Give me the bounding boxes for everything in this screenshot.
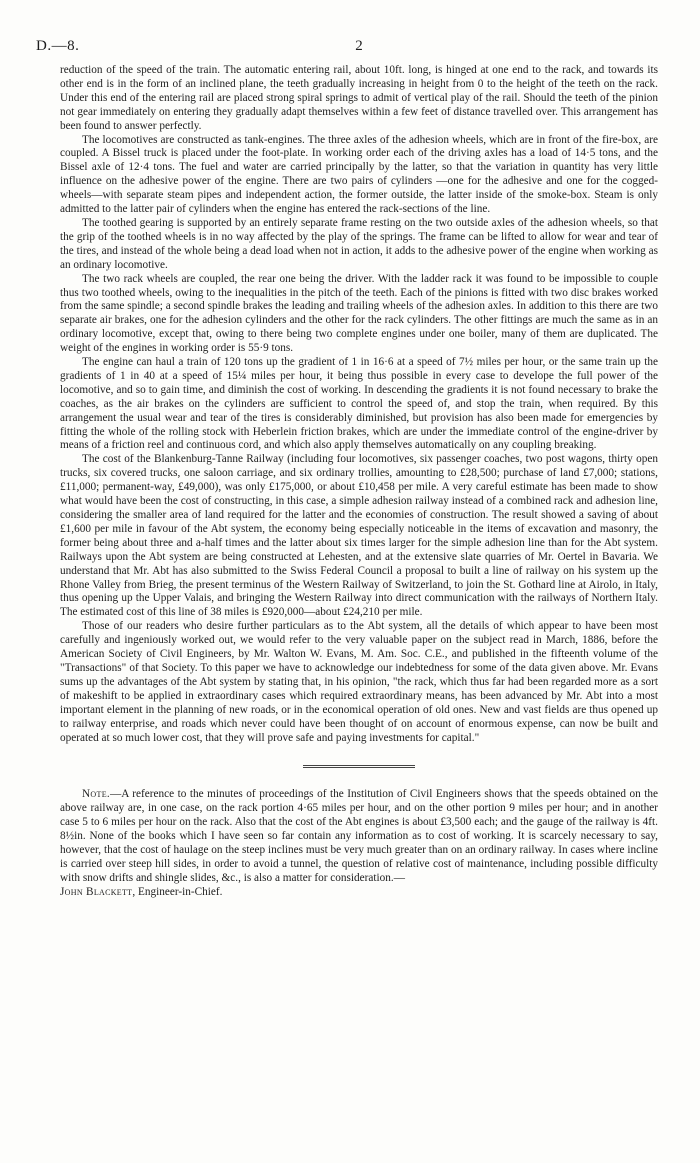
- paragraph-locomotives: The locomotives are constructed as tank-engines. The three axles of the adhesion wheels, which are in front of the fire-box, are coupled. A Bissel truck is placed under the foot-plate. In working order each of the driving axles has a load of 14·5 tons, and the Bissel axle of 12·4 tons. The fuel and water are carried principally by the latter, so that the variation in quantity has very little influence on the adhesive power of the engine. There are two pairs of cylinders —one for the adhesive and one for the cogged-wheels—with separate steam pipes and independent action, the former outside, the latter inside of the smoke-box. Steam is only admitted to the latter pair of cylinders when the engine has entered the rack-sections of the line.: [60, 133, 658, 216]
- page-header: [36, 38, 658, 64]
- paragraph-further-particulars: Those of our readers who desire further particulars as to the Abt system, all the details of which appear to have been most carefully and ingeniously worked out, we would refer to the very valuable paper on the subject read in March, 1886, before the American Society of Civil Engineers, by Mr. Walton W. Evans, M. Am. Soc. C.E., and published in the fifteenth volume of the "Transactions" of that Society. To this paper we have to acknowledge our indebtedness for some of the data given above. Mr. Evans sums up the advantages of the Abt system by stating that, in his opinion, "the rack, which thus far had been regarded more as a sort of makeshift to be applied in extraordinary cases which required extraordinary means, has been advanced by Mr. Abt into a most important element in the planning of new roads, or in the economical operation of old ones. New and vast fields are thus opened up to railway enterprise, and roads which never could have been thought of on account of enormous expense, can now be built and operated at so much lower cost, that they will prove safe and paying investments for capital.": [60, 620, 658, 744]
- note-paragraph: [60, 788, 658, 885]
- paragraph-engine-haul: The engine can haul a train of 120 tons up the gradient of 1 in 16·6 at a speed of 7½ miles per hour, or the same train up the gradients of 1 in 40 at a speed of 15¼ miles per hour, it being thus possible in every case to develope the full power of the locomotive, and so to gain time, and diminish the cost of working. In descending the gradients it is not found necessary to brake the coaches, as the air brakes on the cylinders are sufficient to control the speed of, and stop the train, when required. By this arrangement the usual wear and tear of the tires is considerably diminished, but provision has also been made for emergencies by fitting the whole of the rolling stock with Heberlein friction brakes, which are under the immediate control of the engine-driver by means of a friction reel and continuous cord, and which also apply themselves automatically on any coupling breaking.: [60, 356, 658, 452]
- paragraph-continuation: reduction of the speed of the train. The automatic entering rail, about 10ft. long, is hinged at one end to the rack, and towards its other end is in the form of an inclined plane, the teeth gradually increasing in height from 0 to the height of the teeth on the rack. Under this end of the entering rail are placed strong spiral springs to admit of vertical play of the rail. Should the teeth of the pinion not gear immediately on entering they gradually adapt themselves within a few feet of distance travelled over. This arrangement has been found to answer perfectly.: [60, 64, 658, 132]
- paragraph-rack-wheels: The two rack wheels are coupled, the rear one being the driver. With the ladder rack it was found to be impossible to couple thus two toothed wheels, owing to the inequalities in the pitch of the teeth. Each of the pinions is fitted with two disc brakes worked from the same spindle; a second spindle brakes the leading and trailing wheels of the adhesion axles. In addition to this there are two separate air brakes, one for the adhesion cylinders and the other for the rack cylinders. The other fittings are much the same as in an ordinary locomotive, except that, owing to there being two complete engines under one boiler, many of them are duplicated. The weight of the engines in working order is 55·9 tons.: [60, 272, 658, 355]
- signature-title: , Engineer-in-Chief.: [132, 885, 223, 898]
- document-reference: D.—8.: [36, 38, 80, 54]
- editor-note: [60, 788, 658, 899]
- note-signature: [60, 886, 658, 900]
- paragraph-cost: The cost of the Blankenburg-Tanne Railway (including four locomotives, six passenger coaches, two post wagons, thirty open trucks, six covered trucks, one saloon carriage, and six ordinary trollies, amounting to £28,500; purchase of land £7,000; stations, £11,000; permanent-way, £49,000), was only £175,000, or about £10,458 per mile. A very careful estimate has been made to show what would have been the cost of constructing, in this case, a simple adhesion railway instead of a combined rack and adhesion line, considering the smaller area of land required for the latter and the economies of construction. The result showed a saving of about £1,600 per mile in favour of the Abt system, the economy being especially noticeable in the items of excavation and masonry, the former being about three and a-half times and the latter about six times larger for the simple adhesion line than for the Abt system. Railways upon the Abt system are being constructed at Lehesten, and at the extensive slate quarries of Mr. Oertel in Bavaria. We understand that Mr. Abt has also submitted to the Swiss Federal Council a proposal to built a line of railway on his system up the Rhone Valley from Brieg, the present terminus of the Western Railway of Switzerland, to join the St. Gothard line at Airolo, in Italy, thus opening up the Upper Valais, and bringing the Western Railway into direct communication with the railways of Northern Italy. The estimated cost of this line of 38 miles is £920,000—about £24,210 per mile.: [60, 453, 658, 619]
- document-page: [36, 38, 658, 900]
- note-text: —A reference to the minutes of proceedings of the Institution of Civil Engineers shows that the speeds obtained on the above railway are, in one case, on the rack portion 4·65 miles per hour, and on the other portion 9 miles per hour; and in another case 5 to 6 miles per hour on the rack. Also that the cost of the Abt engines is about £3,500 each; and the gauge of the railway is 4ft. 8½in. None of the books which I have seen so far contain any information as to cost of working. It is scarcely necessary to say, however, that the cost of haulage on the steep inclines must be very much greater than on an ordinary railway. In cases where incline is carried over steep hill sides, in order to avoid a tunnel, the question of relative cost of maintenance, including possible difficulty with snow drifts and shingle slides, &c., is also a matter for consideration.—: [60, 788, 658, 884]
- paragraph-toothed-gearing: The toothed gearing is supported by an entirely separate frame resting on the two outside axles of the adhesion wheels, so that the grip of the toothed wheels is in no way affected by the play of the springs. The frame can be lifted to allow for wear and tear of the tires, and instead of the whole being a dead load when not in action, it adds to the adhesive power of the engine when working as an ordinary locomotive.: [60, 216, 658, 271]
- page-number: 2: [355, 38, 363, 54]
- section-divider: [303, 765, 415, 768]
- article-body: [60, 64, 658, 900]
- signature-name: John Blackett: [60, 885, 133, 898]
- note-lead: Note.: [82, 788, 110, 801]
